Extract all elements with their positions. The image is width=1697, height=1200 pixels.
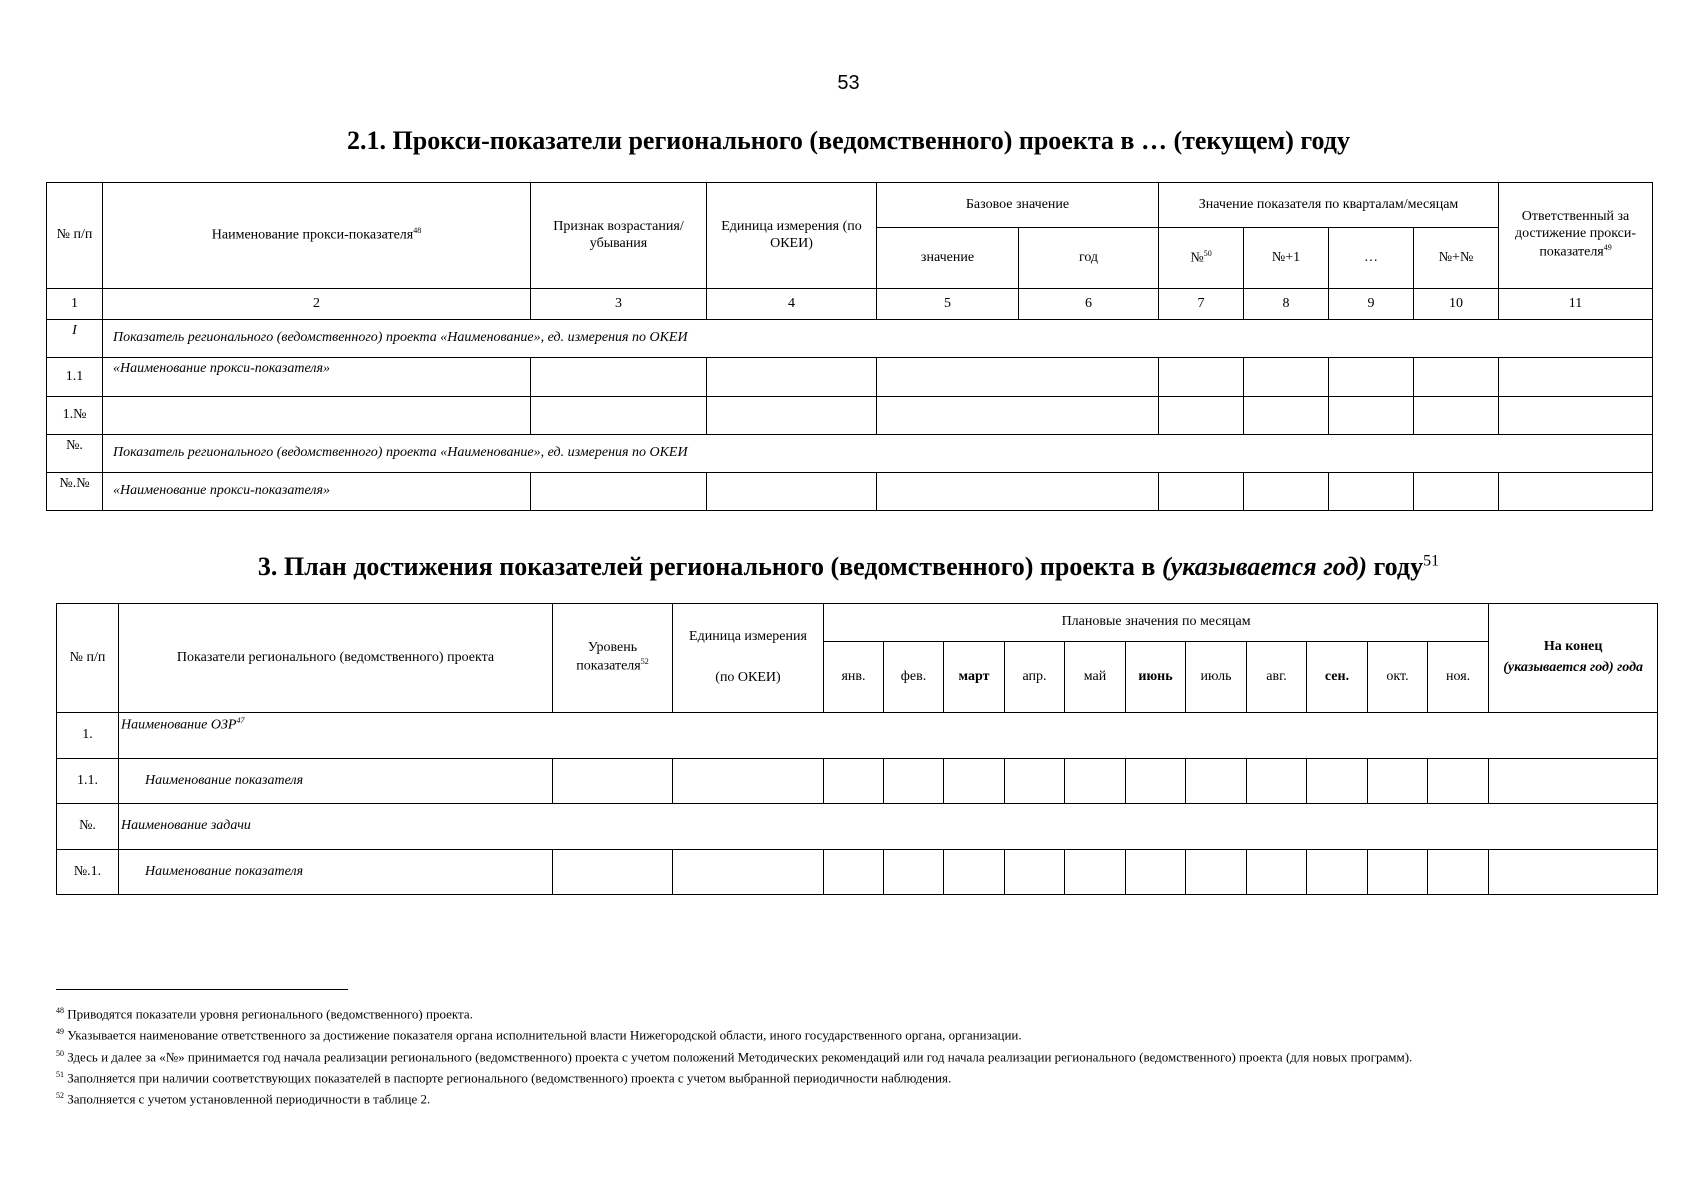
cell bbox=[1244, 358, 1329, 397]
cell bbox=[707, 473, 877, 511]
header-q4: №+№ bbox=[1414, 228, 1499, 289]
cell bbox=[1428, 850, 1489, 895]
row-num: 1.1 bbox=[47, 358, 103, 397]
row-text: Показатель регионального (ведомственного) проекта «Наименование», ед. измерения по ОКЕИ bbox=[103, 320, 1653, 358]
row-num: №.№ bbox=[47, 473, 103, 511]
row-num: №. bbox=[47, 435, 103, 473]
cell bbox=[877, 473, 1159, 511]
table-row bbox=[47, 435, 1653, 473]
header-name: Наименование прокси-показателя$^{48}$ bbox=[103, 183, 531, 289]
cell bbox=[1307, 759, 1368, 804]
month-header: июнь bbox=[1126, 642, 1186, 713]
table-row bbox=[47, 397, 1653, 435]
cell bbox=[1368, 850, 1428, 895]
cell bbox=[884, 759, 944, 804]
cell bbox=[1329, 473, 1414, 511]
row-num: 1.1. bbox=[57, 759, 119, 804]
row-text: Наименование задачи bbox=[119, 804, 1658, 850]
row-num: №.1. bbox=[57, 850, 119, 895]
col-number: 9 bbox=[1329, 289, 1414, 320]
row-text: «Наименование прокси-показателя» bbox=[103, 358, 531, 397]
col-number: 5 bbox=[877, 289, 1019, 320]
header-num: № п/п bbox=[47, 183, 103, 289]
month-header: март bbox=[944, 642, 1005, 713]
header-q1: №$^{50}$ bbox=[1159, 228, 1244, 289]
cell bbox=[1005, 759, 1065, 804]
footnote: $^{51}$ Заполняется при наличии соответствующих показателей в паспорте регионального (ведомственного) проекта с учетом выбранной периодичности наблюдения. bbox=[56, 1069, 952, 1086]
cell bbox=[1428, 759, 1489, 804]
row-text: «Наименование прокси-показателя» bbox=[103, 473, 531, 511]
footnote-divider bbox=[56, 989, 348, 990]
cell bbox=[1307, 850, 1368, 895]
row-num: 1.№ bbox=[47, 397, 103, 435]
header-name: Показатели регионального (ведомственного) проекта bbox=[119, 604, 553, 713]
cell bbox=[1244, 473, 1329, 511]
table-row bbox=[57, 759, 1658, 804]
footnotes bbox=[56, 1002, 1660, 1109]
month-header: май bbox=[1065, 642, 1126, 713]
header-planned: Плановые значения по месяцам bbox=[824, 604, 1489, 642]
table-row bbox=[57, 713, 1658, 759]
header-sign: Признак возрастания/убывания bbox=[531, 183, 707, 289]
cell bbox=[707, 358, 877, 397]
month-header: окт. bbox=[1368, 642, 1428, 713]
cell bbox=[1065, 850, 1126, 895]
cell bbox=[824, 850, 884, 895]
plan-table bbox=[56, 603, 1658, 895]
table-row bbox=[47, 473, 1653, 511]
col-number: 2 bbox=[103, 289, 531, 320]
cell bbox=[877, 358, 1159, 397]
row-text: Наименование показателя bbox=[119, 850, 553, 895]
cell bbox=[531, 473, 707, 511]
col-number: 3 bbox=[531, 289, 707, 320]
cell bbox=[877, 397, 1159, 435]
cell bbox=[1329, 358, 1414, 397]
proxy-indicators-table bbox=[46, 182, 1653, 511]
table1-title: 2.1. Прокси-показатели регионального (ведомственного) проекта в … (текущем) году bbox=[347, 126, 1350, 155]
cell bbox=[553, 850, 673, 895]
row-text bbox=[103, 397, 531, 435]
cell bbox=[1159, 473, 1244, 511]
col-number: 4 bbox=[707, 289, 877, 320]
row-text: Наименование ОЗР$^{47}$ bbox=[119, 713, 1658, 759]
table-row bbox=[47, 320, 1653, 358]
cell bbox=[1368, 759, 1428, 804]
month-header: сен. bbox=[1307, 642, 1368, 713]
cell bbox=[1414, 397, 1499, 435]
cell bbox=[1186, 850, 1247, 895]
cell bbox=[1499, 397, 1653, 435]
cell bbox=[531, 358, 707, 397]
row-num: №. bbox=[57, 804, 119, 850]
month-header: июль bbox=[1186, 642, 1247, 713]
table-row bbox=[57, 804, 1658, 850]
cell bbox=[1489, 759, 1658, 804]
cell bbox=[707, 397, 877, 435]
cell bbox=[1329, 397, 1414, 435]
cell bbox=[1414, 358, 1499, 397]
cell bbox=[1499, 358, 1653, 397]
col-number: 6 bbox=[1019, 289, 1159, 320]
table-row bbox=[57, 850, 1658, 895]
cell bbox=[673, 759, 824, 804]
cell bbox=[1159, 397, 1244, 435]
cell bbox=[1159, 358, 1244, 397]
header-q3: … bbox=[1329, 228, 1414, 289]
header-end: На конец (указывается год) года bbox=[1489, 604, 1658, 713]
row-num: I bbox=[47, 320, 103, 358]
row-text: Наименование показателя bbox=[119, 759, 553, 804]
header-num: № п/п bbox=[57, 604, 119, 713]
footnote: $^{52}$ Заполняется с учетом установленной периодичности в таблице 2. bbox=[56, 1091, 431, 1107]
cell bbox=[1126, 759, 1186, 804]
cell bbox=[1489, 850, 1658, 895]
table2-title: 3. План достижения показателей регионального (ведомственного) проекта в (указывается год) году$^{51}$ bbox=[257, 552, 1440, 581]
month-header: янв. bbox=[824, 642, 884, 713]
header-responsible: Ответственный за достижение прокси-показателя$^{49}$ bbox=[1499, 183, 1653, 289]
cell bbox=[1126, 850, 1186, 895]
cell bbox=[1247, 850, 1307, 895]
cell bbox=[1065, 759, 1126, 804]
header-base-value: значение bbox=[877, 228, 1019, 289]
col-number: 7 bbox=[1159, 289, 1244, 320]
cell bbox=[884, 850, 944, 895]
month-header: фев. bbox=[884, 642, 944, 713]
month-header: апр. bbox=[1005, 642, 1065, 713]
cell bbox=[1186, 759, 1247, 804]
table-row bbox=[47, 358, 1653, 397]
footnote: $^{48}$ Приводятся показатели уровня регионального (ведомственного) проекта. bbox=[56, 1006, 473, 1022]
cell bbox=[531, 397, 707, 435]
col-number: 1 bbox=[47, 289, 103, 320]
month-header: авг. bbox=[1247, 642, 1307, 713]
col-number: 8 bbox=[1244, 289, 1329, 320]
col-number: 11 bbox=[1499, 289, 1653, 320]
cell bbox=[553, 759, 673, 804]
month-header: ноя. bbox=[1428, 642, 1489, 713]
cell bbox=[1499, 473, 1653, 511]
header-level: Уровень показателя$^{52}$ bbox=[553, 604, 673, 713]
cell bbox=[1247, 759, 1307, 804]
page-number: 53 bbox=[837, 72, 860, 94]
header-base: Базовое значение bbox=[877, 183, 1159, 228]
cell bbox=[1414, 473, 1499, 511]
col-number: 10 bbox=[1414, 289, 1499, 320]
footnote: $^{50}$ Здесь и далее за «№» принимается год начала реализации регионального (ведомственного) проекта с учетом положений Методических рекомендаций или год начала реализации регионального (ведомственного) проекта (для новых программ). bbox=[56, 1048, 1413, 1064]
header-q2: №+1 bbox=[1244, 228, 1329, 289]
header-unit: Единица измерения (по ОКЕИ) bbox=[673, 604, 824, 713]
header-base-year: год bbox=[1019, 228, 1159, 289]
header-quarterly: Значение показателя по кварталам/месяцам bbox=[1159, 183, 1499, 228]
row-text: Показатель регионального (ведомственного) проекта «Наименование», ед. измерения по ОКЕИ bbox=[103, 435, 1653, 473]
header-unit: Единица измерения (по ОКЕИ) bbox=[707, 183, 877, 289]
row-num: 1. bbox=[57, 713, 119, 759]
footnote: $^{49}$ Указывается наименование ответственного за достижение показателя органа исполнительной власти Нижегородской области, иного государственного органа, организации. bbox=[56, 1027, 1022, 1043]
cell bbox=[944, 759, 1005, 804]
cell bbox=[1005, 850, 1065, 895]
cell bbox=[824, 759, 884, 804]
cell bbox=[673, 850, 824, 895]
cell bbox=[944, 850, 1005, 895]
cell bbox=[1244, 397, 1329, 435]
